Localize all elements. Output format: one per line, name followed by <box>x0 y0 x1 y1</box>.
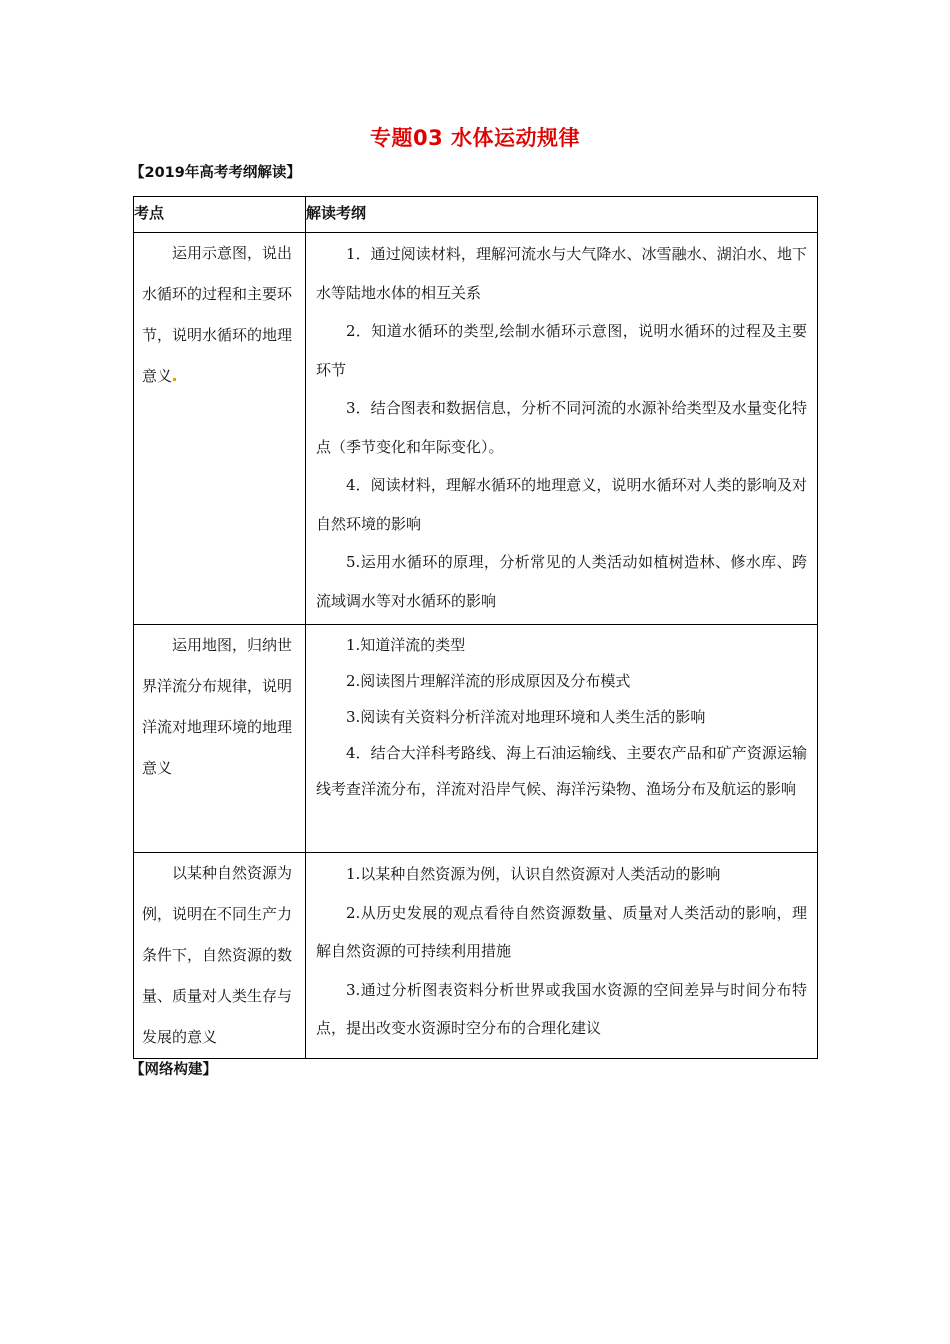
document-title: 专题03 水体运动规律 <box>369 126 581 150</box>
point-cell <box>134 853 306 1059</box>
outline-cell <box>306 853 818 1059</box>
header-point: 考点 <box>134 197 306 233</box>
list-item: 1.知道洋流的类型 <box>346 636 466 654</box>
table-row <box>134 853 818 1059</box>
exam-outline-table <box>133 196 818 1059</box>
list-item: 4．结合大洋科考路线、海上石油运输线、主要农产品和矿产资源运输线考查洋流分布，洋流对沿岸气候、海洋污染物、渔场分布及航运的影响 <box>316 744 807 798</box>
point-cell <box>134 625 306 853</box>
marker-dot-icon <box>173 378 176 381</box>
list-item: 2．知道水循环的类型,绘制水循环示意图，说明水循环的过程及主要环节 <box>316 322 807 379</box>
section-heading-network: 【网络构建】 <box>130 1062 217 1078</box>
point-cell <box>134 233 306 625</box>
header-outline: 解读考纲 <box>306 197 818 233</box>
list-item: 2.阅读图片理解洋流的形成原因及分布模式 <box>346 672 631 690</box>
list-item: 2.从历史发展的观点看待自然资源数量、质量对人类活动的影响，理解自然资源的可持续利用措施 <box>316 903 807 960</box>
point-text: 运用地图，归纳世界洋流分布规律，说明洋流对地理环境的地理意义 <box>142 636 293 777</box>
list-item: 1.以某种自然资源为例，认识自然资源对人类活动的影响 <box>346 865 721 883</box>
table-row <box>134 625 818 853</box>
point-text: 以某种自然资源为例，说明在不同生产力条件下，自然资源的数量、质量对人类生存与发展的意义 <box>142 864 293 1046</box>
table-header-row <box>134 197 818 233</box>
point-text: 运用示意图，说出水循环的过程和主要环节，说明水循环的地理意义 <box>142 244 293 385</box>
list-item: 5.运用水循环的原理，分析常见的人类活动如植树造林、修水库、跨流域调水等对水循环的影响 <box>316 553 807 610</box>
outline-cell <box>306 233 818 625</box>
outline-cell <box>306 625 818 853</box>
section-heading-outline: 【2019年高考考纲解读】 <box>130 165 301 181</box>
list-item: 3．结合图表和数据信息，分析不同河流的水源补给类型及水量变化特点（季节变化和年际变化）。 <box>316 399 807 456</box>
list-item: 1．通过阅读材料，理解河流水与大气降水、冰雪融水、湖泊水、地下水等陆地水体的相互关系 <box>316 245 807 302</box>
list-item: 3.阅读有关资料分析洋流对地理环境和人类生活的影响 <box>346 708 706 726</box>
list-item: 3.通过分析图表资料分析世界或我国水资源的空间差异与时间分布特点，提出改变水资源时空分布的合理化建议 <box>316 980 807 1037</box>
list-item: 4．阅读材料，理解水循环的地理意义，说明水循环对人类的影响及对自然环境的影响 <box>316 476 807 533</box>
table-row <box>134 233 818 625</box>
